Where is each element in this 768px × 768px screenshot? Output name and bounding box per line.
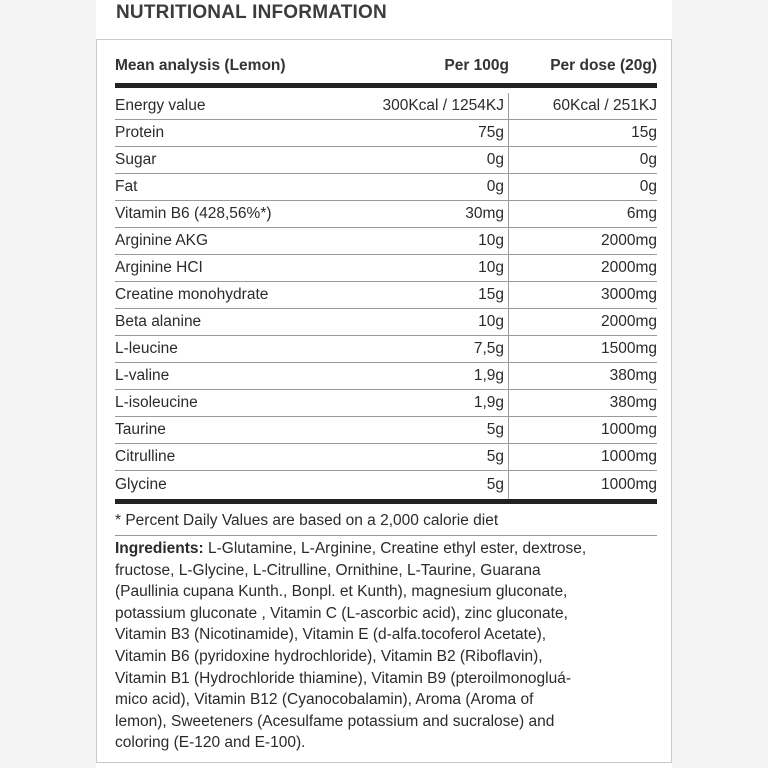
per-100g-cell: 10g [333,309,509,335]
nutrient-name-cell: Fat [115,178,138,195]
per-100g-cell: 10g [333,228,509,254]
table-row [115,174,657,201]
nutrient-name-cell: Protein [115,124,165,141]
per-100g-cell: 5g [333,417,509,443]
nutrient-name-cell: Vitamin B6 (428,56%*) [115,205,272,222]
nutrition-table [115,40,657,754]
nutrient-name-cell: L-isoleucine [115,394,198,411]
left-margin [0,0,96,768]
ingredients-line: fructose, L-Glycine, L-Citrulline, Ornithine, L-Taurine, Guarana [115,561,541,579]
nutrient-name-cell: Beta alanine [115,313,202,330]
nutrient-name-cell: Creatine monohydrate [115,286,269,303]
table-row [115,120,657,147]
table-body [115,88,657,504]
table-row [115,147,657,174]
nutrient-name-cell: Sugar [115,151,157,168]
per-100g-cell: 30mg [333,201,509,227]
table-header [115,40,657,88]
per-100g-cell: 5g [333,471,509,499]
per-dose-cell: 60Kcal / 251KJ [552,97,657,114]
per-dose-cell: 2000mg [600,259,657,276]
per-100g-cell: 15g [333,282,509,308]
per-dose-cell: 1000mg [600,476,657,493]
table-row [115,336,657,363]
per-dose-cell: 1000mg [600,421,657,438]
per-100g-cell: 10g [333,255,509,281]
nutrient-name-cell: L-leucine [115,340,178,357]
nutrient-name-cell: Arginine HCI [115,259,203,276]
ingredients-line: mico acid), Vitamin B12 (Cyanocobalamin), Aroma (Aroma of [115,691,534,709]
per-100g-cell: 1,9g [333,390,509,416]
nutrient-name-cell: Citrulline [115,448,176,465]
per-100g-cell: 5g [333,444,509,470]
table-row [115,471,657,504]
ingredients-line: coloring (E-120 and E-100). [115,734,306,752]
nutrition-panel [96,39,672,763]
per-dose-cell: 0g [639,178,657,195]
per-dose-cell: 380mg [609,394,657,411]
per-dose-cell: 6mg [626,205,657,222]
ingredients-line: Vitamin B1 (Hydrochloride thiamine), Vitamin B9 (pteroilmonogluá- [115,669,572,687]
table-row [115,417,657,444]
table-row [115,309,657,336]
ingredients-line: Vitamin B3 (Nicotinamide), Vitamin E (d-alfa.tocoferol Acetate), [115,626,547,644]
header-per-dose: Per dose (20g) [550,57,657,74]
per-dose-cell: 1000mg [600,448,657,465]
right-margin [672,0,768,768]
per-dose-cell: 2000mg [600,313,657,330]
header-analysis: Mean analysis (Lemon) [115,57,286,74]
ingredients-line: potassium gluconate , Vitamin C (L-ascorbic acid), zinc gluconate, [115,604,568,622]
per-dose-cell: 15g [631,124,657,141]
per-dose-cell: 3000mg [600,286,657,303]
table-row [115,228,657,255]
per-100g-cell: 1,9g [333,363,509,389]
page-title: NUTRITIONAL INFORMATION [116,2,387,23]
ingredients-line: Vitamin B6 (pyridoxine hydrochloride), Vitamin B2 (Riboflavin), [115,647,543,665]
nutrient-name-cell: L-valine [115,367,170,384]
table-row [115,93,657,120]
per-dose-cell: 2000mg [600,232,657,249]
per-dose-cell: 1500mg [600,340,657,357]
per-dose-cell: 0g [639,151,657,168]
ingredients-line: L-Glutamine, L-Arginine, Creatine ethyl ester, dextrose, [203,540,587,557]
nutrient-name-cell: Arginine AKG [115,232,209,249]
ingredients-line: (Paullinia cupana Kunth., Bonpl. et Kunth), magnesium gluconate, [115,583,568,601]
daily-values-note: * Percent Daily Values are based on a 2,000 calorie diet [115,504,657,536]
table-row [115,363,657,390]
table-row [115,390,657,417]
per-100g-cell: 75g [333,120,509,146]
ingredients-text [115,536,657,754]
table-row [115,444,657,471]
ingredients-label: Ingredients: [115,540,204,557]
nutrient-name-cell: Taurine [115,421,166,438]
per-dose-cell: 380mg [609,367,657,384]
table-row [115,201,657,228]
per-100g-cell: 0g [333,174,509,200]
per-100g-cell: 7,5g [333,336,509,362]
ingredients-line: lemon), Sweeteners (Acesulfame potassium and sucralose) and [115,712,555,730]
header-per-100g: Per 100g [444,57,509,74]
nutrient-name-cell: Glycine [115,476,167,493]
table-row [115,282,657,309]
per-100g-cell: 0g [333,147,509,173]
per-100g-cell: 300Kcal / 1254KJ [333,93,509,119]
nutrient-name-cell: Energy value [115,97,206,114]
table-row [115,255,657,282]
